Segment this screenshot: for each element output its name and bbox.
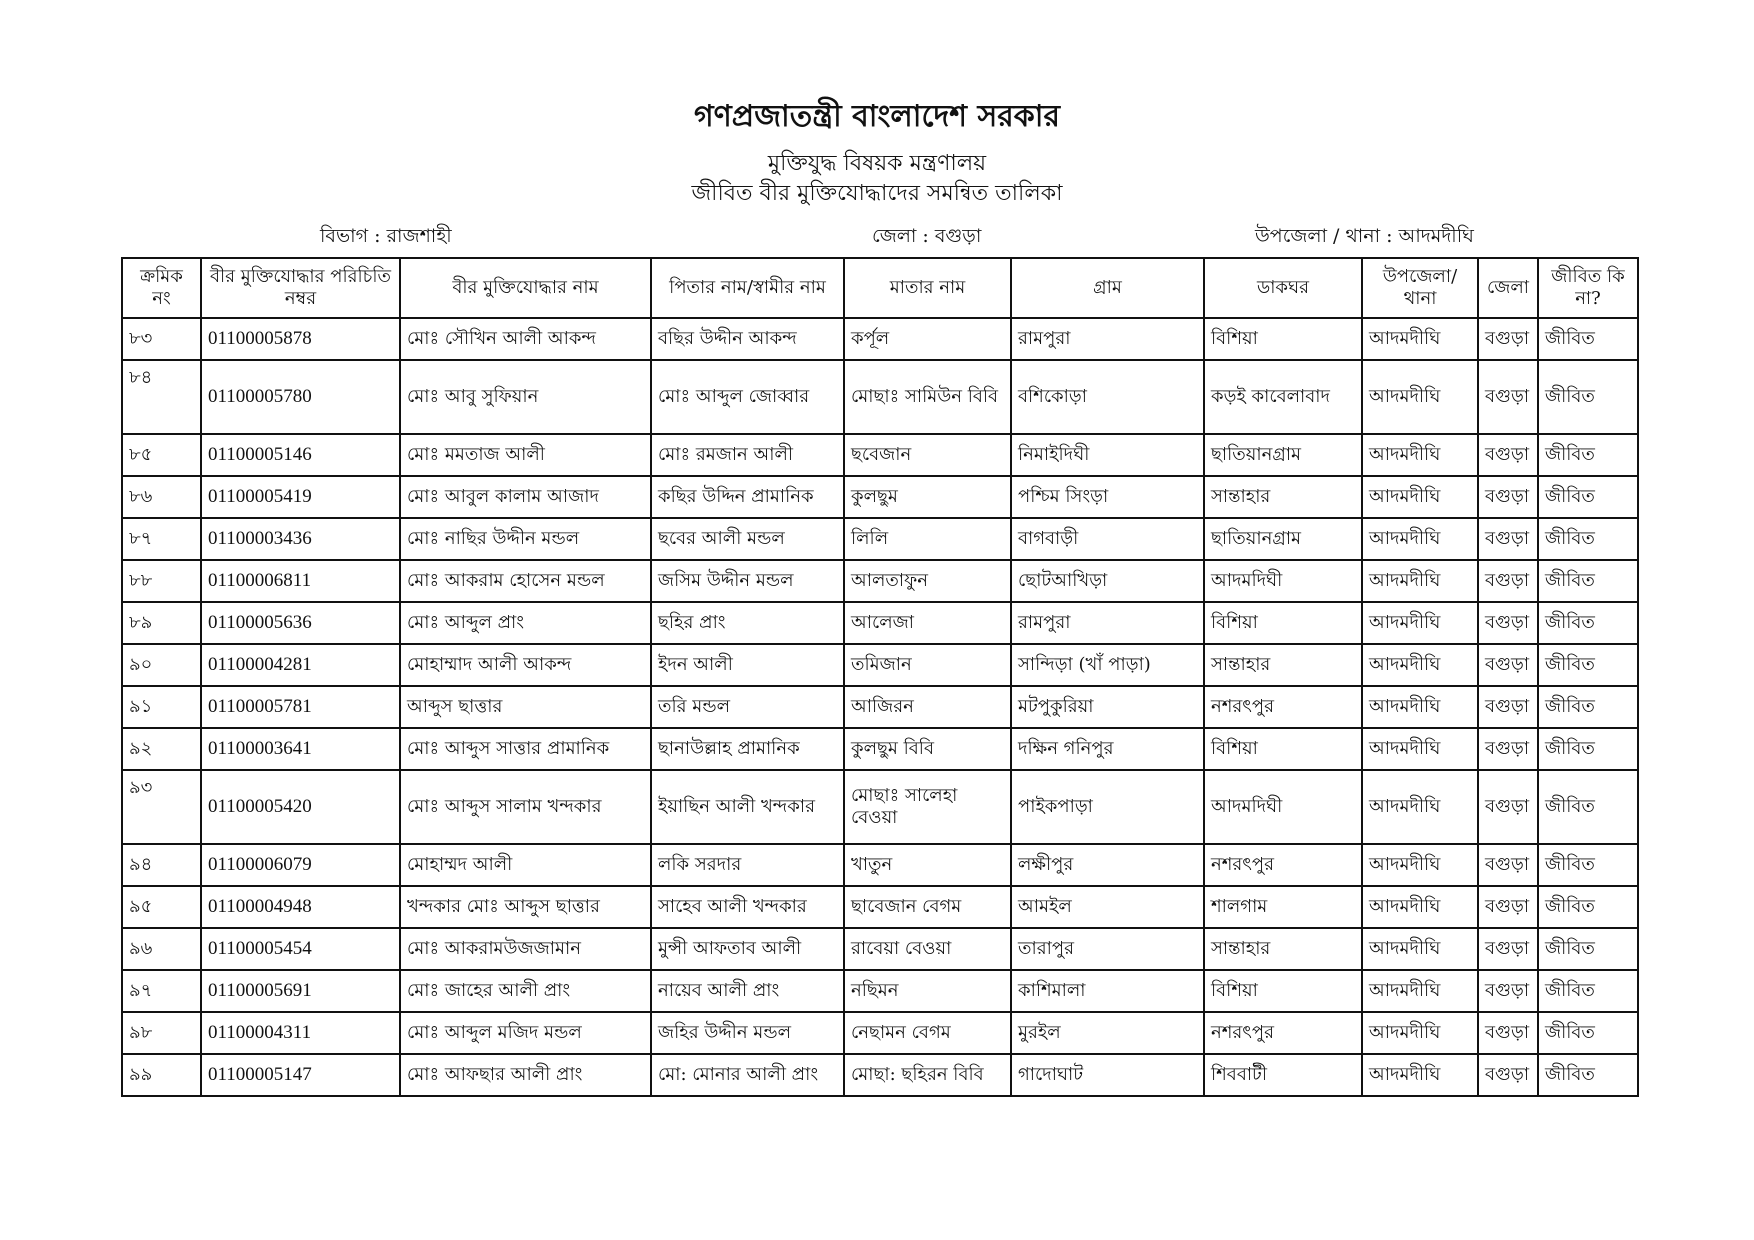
cell-mother-name: নছিমন (844, 970, 1011, 1012)
cell-post-office: নশরৎপুর (1204, 686, 1362, 728)
cell-serial: ৮৫ (122, 434, 201, 476)
cell-post-office: শালগাম (1204, 886, 1362, 928)
cell-alive-status: জীবিত (1538, 728, 1638, 770)
table-row (122, 518, 1638, 560)
cell-post-office: আদমদিঘী (1204, 770, 1362, 844)
table-row (122, 886, 1638, 928)
column-header-serial: ক্রমিক নং (122, 258, 201, 318)
cell-alive-status: জীবিত (1538, 644, 1638, 686)
table-row (122, 360, 1638, 434)
cell-mother-name: তমিজান (844, 644, 1011, 686)
table-row (122, 728, 1638, 770)
cell-serial: ৯৭ (122, 970, 201, 1012)
cell-post-office: বিশিয়া (1204, 728, 1362, 770)
cell-upazila: আদমদীঘি (1362, 970, 1478, 1012)
cell-mother-name: খাতুন (844, 844, 1011, 886)
cell-alive-status: জীবিত (1538, 560, 1638, 602)
cell-mother-name: মোছাঃ সালেহা বেওয়া (844, 770, 1011, 844)
cell-serial: ৮৪ (122, 360, 201, 434)
cell-mother-name: ছাবেজান বেগম (844, 886, 1011, 928)
cell-serial: ৯১ (122, 686, 201, 728)
column-header-post-office: ডাকঘর (1204, 258, 1362, 318)
cell-mother-name: কর্পূল (844, 318, 1011, 360)
cell-serial: ৮৬ (122, 476, 201, 518)
cell-district: বগুড়া (1478, 970, 1538, 1012)
cell-district: বগুড়া (1478, 1012, 1538, 1054)
table-row (122, 434, 1638, 476)
cell-father-name: মুন্সী আফতাব আলী (651, 928, 844, 970)
cell-alive-status: জীবিত (1538, 434, 1638, 476)
cell-id-number: 01100004281 (201, 644, 400, 686)
cell-post-office: সান্তাহার (1204, 476, 1362, 518)
cell-mother-name: লিলি (844, 518, 1011, 560)
cell-village: নিমাইদিঘী (1011, 434, 1204, 476)
cell-village: গাদোঘাট (1011, 1054, 1204, 1096)
cell-alive-status: জীবিত (1538, 518, 1638, 560)
government-title: গণপ্রজাতন্ত্রী বাংলাদেশ সরকার (694, 99, 1060, 134)
cell-father-name: তরি মন্ডল (651, 686, 844, 728)
cell-fighter-name: আব্দুস ছাত্তার (400, 686, 651, 728)
cell-id-number: 01100006079 (201, 844, 400, 886)
cell-fighter-name: খন্দকার মোঃ আব্দুস ছাত্তার (400, 886, 651, 928)
cell-post-office: ছাতিয়ানগ্রাম (1204, 434, 1362, 476)
cell-id-number: 01100005878 (201, 318, 400, 360)
cell-fighter-name: মোঃ জাহের আলী প্রাং (400, 970, 651, 1012)
cell-father-name: ছহির প্রাং (651, 602, 844, 644)
table-row (122, 1054, 1638, 1096)
cell-alive-status: জীবিত (1538, 970, 1638, 1012)
cell-id-number: 01100005146 (201, 434, 400, 476)
cell-district: বগুড়া (1478, 686, 1538, 728)
cell-fighter-name: মোঃ নাছির উদ্দীন মন্ডল (400, 518, 651, 560)
cell-serial: ৯৬ (122, 928, 201, 970)
cell-alive-status: জীবিত (1538, 928, 1638, 970)
cell-fighter-name: মোহাম্মদ আলী (400, 844, 651, 886)
list-title: জীবিত বীর মুক্তিযোদ্ধাদের সমন্বিত তালিকা (691, 181, 1063, 206)
cell-district: বগুড়া (1478, 602, 1538, 644)
cell-upazila: আদমদীঘি (1362, 602, 1478, 644)
cell-fighter-name: মোঃ মমতাজ আলী (400, 434, 651, 476)
cell-mother-name: ছবেজান (844, 434, 1011, 476)
column-header-district: জেলা (1478, 258, 1538, 318)
cell-fighter-name: মোঃ আকরামউজজামান (400, 928, 651, 970)
cell-village: দক্ষিন গনিপুর (1011, 728, 1204, 770)
cell-father-name: সাহেব আলী খন্দকার (651, 886, 844, 928)
cell-father-name: বছির উদ্দীন আকন্দ (651, 318, 844, 360)
cell-village: রামপুরা (1011, 318, 1204, 360)
cell-village: তারাপুর (1011, 928, 1204, 970)
cell-serial: ৯৫ (122, 886, 201, 928)
cell-mother-name: কুলছুম বিবি (844, 728, 1011, 770)
cell-village: লক্ষীপুর (1011, 844, 1204, 886)
column-header-village: গ্রাম (1011, 258, 1204, 318)
cell-post-office: বিশিয়া (1204, 970, 1362, 1012)
table-row (122, 1012, 1638, 1054)
cell-mother-name: কুলছুম (844, 476, 1011, 518)
table-row (122, 928, 1638, 970)
cell-father-name: ছবের আলী মন্ডল (651, 518, 844, 560)
cell-district: বগুড়া (1478, 728, 1538, 770)
cell-district: বগুড়া (1478, 928, 1538, 970)
cell-village: কাশিমালা (1011, 970, 1204, 1012)
cell-serial: ৯৪ (122, 844, 201, 886)
cell-fighter-name: মোঃ আবু সুফিয়ান (400, 360, 651, 434)
cell-district: বগুড়া (1478, 360, 1538, 434)
cell-alive-status: জীবিত (1538, 886, 1638, 928)
cell-id-number: 01100005781 (201, 686, 400, 728)
table-row (122, 644, 1638, 686)
cell-fighter-name: মোহাম্মাদ আলী আকন্দ (400, 644, 651, 686)
column-header-upazila: উপজেলা/থানা (1362, 258, 1478, 318)
cell-village: রামপুরা (1011, 602, 1204, 644)
cell-post-office: শিববাটী (1204, 1054, 1362, 1096)
cell-post-office: কড়ই কাবেলাবাদ (1204, 360, 1362, 434)
cell-fighter-name: মোঃ আবুল কালাম আজাদ (400, 476, 651, 518)
cell-mother-name: নেছামন বেগম (844, 1012, 1011, 1054)
cell-id-number: 01100003641 (201, 728, 400, 770)
freedom-fighter-table (121, 257, 1639, 1097)
cell-serial: ৮৩ (122, 318, 201, 360)
cell-upazila: আদমদীঘি (1362, 518, 1478, 560)
table-row (122, 844, 1638, 886)
cell-father-name: লকি সরদার (651, 844, 844, 886)
cell-district: বগুড়া (1478, 560, 1538, 602)
cell-village: ছোটআখিড়া (1011, 560, 1204, 602)
cell-alive-status: জীবিত (1538, 602, 1638, 644)
cell-alive-status: জীবিত (1538, 844, 1638, 886)
cell-post-office: আদমদিঘী (1204, 560, 1362, 602)
cell-upazila: আদমদীঘি (1362, 434, 1478, 476)
cell-id-number: 01100005419 (201, 476, 400, 518)
cell-upazila: আদমদীঘি (1362, 844, 1478, 886)
cell-village: মুরইল (1011, 1012, 1204, 1054)
cell-id-number: 01100004311 (201, 1012, 400, 1054)
cell-father-name: জহির উদ্দীন মন্ডল (651, 1012, 844, 1054)
cell-serial: ৯০ (122, 644, 201, 686)
cell-mother-name: আলতাফুন (844, 560, 1011, 602)
table-row (122, 318, 1638, 360)
cell-mother-name: আলেজা (844, 602, 1011, 644)
cell-district: বগুড়া (1478, 770, 1538, 844)
cell-district: বগুড়া (1478, 886, 1538, 928)
cell-id-number: 01100006811 (201, 560, 400, 602)
cell-village: সান্দিড়া (খাঁ পাড়া) (1011, 644, 1204, 686)
cell-mother-name: মোছা: ছহিরন বিবি (844, 1054, 1011, 1096)
table-row (122, 686, 1638, 728)
cell-alive-status: জীবিত (1538, 360, 1638, 434)
cell-father-name: মো: মোনার আলী প্রাং (651, 1054, 844, 1096)
cell-village: বশিকোড়া (1011, 360, 1204, 434)
cell-alive-status: জীবিত (1538, 1012, 1638, 1054)
cell-upazila: আদমদীঘি (1362, 644, 1478, 686)
cell-mother-name: মোছাঃ সামিউন বিবি (844, 360, 1011, 434)
cell-alive-status: জীবিত (1538, 1054, 1638, 1096)
cell-father-name: মোঃ আব্দুল জোব্বার (651, 360, 844, 434)
cell-village: আমইল (1011, 886, 1204, 928)
cell-serial: ৯৮ (122, 1012, 201, 1054)
cell-fighter-name: মোঃ সৌখিন আলী আকন্দ (400, 318, 651, 360)
cell-upazila: আদমদীঘি (1362, 476, 1478, 518)
table-row (122, 970, 1638, 1012)
cell-upazila: আদমদীঘি (1362, 360, 1478, 434)
table-row (122, 770, 1638, 844)
cell-district: বগুড়া (1478, 476, 1538, 518)
cell-post-office: নশরৎপুর (1204, 1012, 1362, 1054)
column-header-alive-status: জীবিত কি না? (1538, 258, 1638, 318)
cell-district: বগুড়া (1478, 318, 1538, 360)
cell-id-number: 01100005636 (201, 602, 400, 644)
cell-id-number: 01100004948 (201, 886, 400, 928)
table-header-row (122, 258, 1638, 318)
district-label: জেলা : বগুড়া (872, 225, 982, 247)
cell-serial: ৯৩ (122, 770, 201, 844)
cell-id-number: 01100003436 (201, 518, 400, 560)
column-header-fighter-name: বীর মুক্তিযোদ্ধার নাম (400, 258, 651, 318)
cell-post-office: সান্তাহার (1204, 644, 1362, 686)
cell-district: বগুড়া (1478, 434, 1538, 476)
cell-upazila: আদমদীঘি (1362, 770, 1478, 844)
cell-alive-status: জীবিত (1538, 318, 1638, 360)
column-header-id-number: বীর মুক্তিযোদ্ধার পরিচিতি নম্বর (201, 258, 400, 318)
cell-serial: ৯২ (122, 728, 201, 770)
cell-mother-name: রাবেয়া বেওয়া (844, 928, 1011, 970)
cell-father-name: ইয়াছিন আলী খন্দকার (651, 770, 844, 844)
cell-village: পশ্চিম সিংড়া (1011, 476, 1204, 518)
cell-father-name: জসিম উদ্দীন মন্ডল (651, 560, 844, 602)
cell-serial: ৮৭ (122, 518, 201, 560)
cell-serial: ৯৯ (122, 1054, 201, 1096)
cell-father-name: ইদন আলী (651, 644, 844, 686)
ministry-title: মুক্তিযুদ্ধ বিষয়ক মন্ত্রণালয় (767, 151, 987, 176)
cell-post-office: সান্তাহার (1204, 928, 1362, 970)
column-header-mother-name: মাতার নাম (844, 258, 1011, 318)
cell-upazila: আদমদীঘি (1362, 928, 1478, 970)
cell-district: বগুড়া (1478, 844, 1538, 886)
cell-post-office: বিশিয়া (1204, 318, 1362, 360)
cell-upazila: আদমদীঘি (1362, 560, 1478, 602)
cell-alive-status: জীবিত (1538, 476, 1638, 518)
cell-village: বাগবাড়ী (1011, 518, 1204, 560)
cell-upazila: আদমদীঘি (1362, 1054, 1478, 1096)
cell-upazila: আদমদীঘি (1362, 728, 1478, 770)
cell-upazila: আদমদীঘি (1362, 318, 1478, 360)
cell-mother-name: আজিরন (844, 686, 1011, 728)
cell-father-name: কছির উদ্দিন প্রামানিক (651, 476, 844, 518)
table-row (122, 476, 1638, 518)
cell-post-office: বিশিয়া (1204, 602, 1362, 644)
cell-fighter-name: মোঃ আব্দুল মজিদ মন্ডল (400, 1012, 651, 1054)
cell-father-name: মোঃ রমজান আলী (651, 434, 844, 476)
column-header-father-name: পিতার নাম/স্বামীর নাম (651, 258, 844, 318)
cell-father-name: ছানাউল্লাহ প্রামানিক (651, 728, 844, 770)
table-row (122, 560, 1638, 602)
cell-father-name: নায়েব আলী প্রাং (651, 970, 844, 1012)
cell-upazila: আদমদীঘি (1362, 686, 1478, 728)
cell-serial: ৮৯ (122, 602, 201, 644)
cell-id-number: 01100005780 (201, 360, 400, 434)
cell-id-number: 01100005147 (201, 1054, 400, 1096)
cell-alive-status: জীবিত (1538, 770, 1638, 844)
cell-fighter-name: মোঃ আকরাম হোসেন মন্ডল (400, 560, 651, 602)
cell-district: বগুড়া (1478, 644, 1538, 686)
division-label: বিভাগ : রাজশাহী (320, 225, 452, 247)
cell-fighter-name: মোঃ আব্দুল প্রাং (400, 602, 651, 644)
cell-district: বগুড়া (1478, 518, 1538, 560)
cell-post-office: ছাতিয়ানগ্রাম (1204, 518, 1362, 560)
table-row (122, 602, 1638, 644)
cell-village: মটপুকুরিয়া (1011, 686, 1204, 728)
cell-fighter-name: মোঃ আফছার আলী প্রাং (400, 1054, 651, 1096)
upazila-label: উপজেলা / থানা : আদমদীঘি (1255, 225, 1474, 247)
cell-alive-status: জীবিত (1538, 686, 1638, 728)
cell-id-number: 01100005420 (201, 770, 400, 844)
cell-upazila: আদমদীঘি (1362, 886, 1478, 928)
cell-fighter-name: মোঃ আব্দুস সাত্তার প্রামানিক (400, 728, 651, 770)
cell-serial: ৮৮ (122, 560, 201, 602)
cell-post-office: নশরৎপুর (1204, 844, 1362, 886)
cell-id-number: 01100005691 (201, 970, 400, 1012)
cell-district: বগুড়া (1478, 1054, 1538, 1096)
cell-id-number: 01100005454 (201, 928, 400, 970)
cell-fighter-name: মোঃ আব্দুস সালাম খন্দকার (400, 770, 651, 844)
cell-upazila: আদমদীঘি (1362, 1012, 1478, 1054)
cell-village: পাইকপাড়া (1011, 770, 1204, 844)
